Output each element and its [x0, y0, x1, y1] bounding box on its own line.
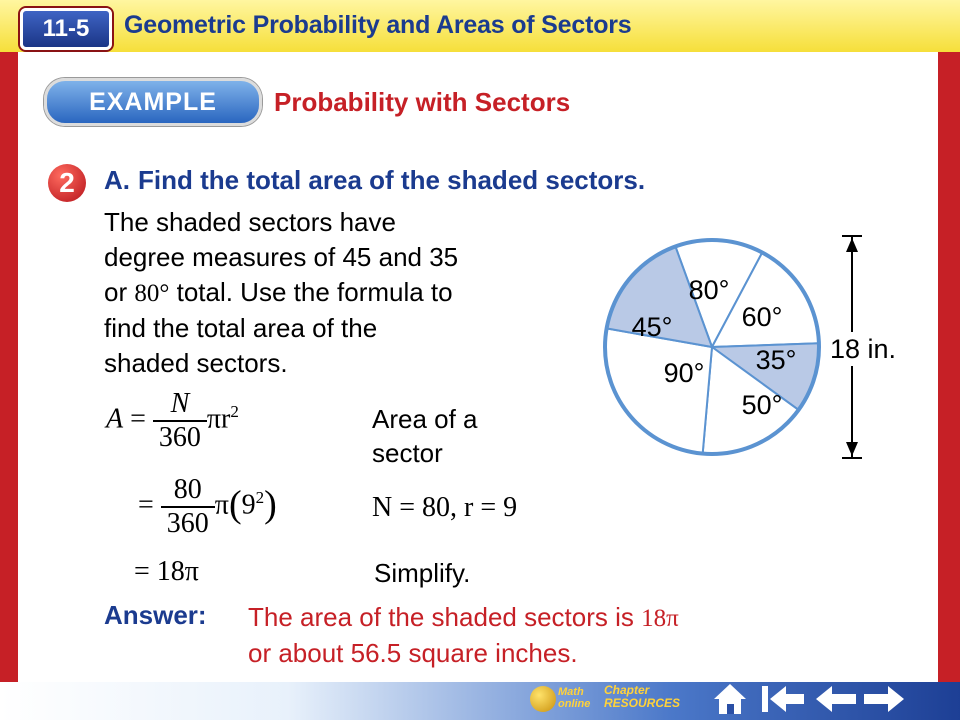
chapter-resources-label: Chapter RESOURCES [604, 683, 681, 710]
paren-close: ) [264, 483, 277, 526]
fraction-numerator: N [153, 388, 207, 422]
previous-slide-button[interactable] [814, 682, 858, 716]
home-icon [712, 682, 748, 716]
reason-line: Area of a [372, 404, 478, 434]
answer-value: 18π [641, 605, 679, 632]
fraction-numerator: 80 [161, 474, 215, 508]
right-frame-strip [932, 52, 960, 720]
equals-sign: = [138, 489, 154, 521]
explanation-fragment: total. Use the formula to [176, 277, 453, 307]
explanation-fragment: or [104, 277, 128, 307]
reason-simplify: Simplify. [374, 558, 471, 588]
sector-diagram [590, 222, 910, 472]
home-button[interactable] [712, 682, 748, 716]
explanation-line: shaded sectors. [104, 348, 288, 378]
fraction [161, 474, 215, 540]
arrow-right-icon [862, 682, 906, 716]
fraction [153, 388, 207, 454]
example-title: Probability with Sectors [274, 87, 571, 117]
question-text: Find the total area of the shaded sectors. [138, 165, 646, 195]
exponent: 2 [255, 488, 265, 508]
formula-step-2 [138, 474, 277, 540]
sector-angle-label: 45° [631, 312, 673, 343]
sector-angle-label: 50° [741, 390, 783, 421]
fraction-denominator: 360 [166, 508, 209, 539]
equals-sign: = [134, 556, 150, 587]
reason-area-of-sector [372, 402, 478, 470]
pie-chart [605, 240, 819, 454]
pi-r-term: πr [206, 403, 231, 435]
sector-angle-label: 90° [663, 358, 705, 389]
explanation-text [104, 205, 554, 381]
question-letter: A. [104, 165, 130, 195]
answer-fragment: The area of the shaded sectors is [248, 602, 634, 632]
answer-line: or about 56.5 square inches. [248, 638, 578, 668]
left-frame-strip [0, 52, 33, 720]
formula-step-1 [106, 388, 239, 454]
diameter-label: 18 in. [830, 334, 897, 364]
sector-angle-label: 35° [755, 345, 797, 376]
lesson-number-badge: 11-5 [20, 8, 112, 50]
diameter-dimension [826, 236, 910, 458]
answer-text [248, 600, 679, 671]
arrow-left-icon [814, 682, 858, 716]
pi-symbol: π [214, 489, 229, 521]
equals-sign: = [130, 403, 146, 435]
question [104, 165, 645, 196]
skip-back-icon [760, 682, 806, 716]
example-number-badge: 2 [48, 164, 86, 202]
sector-angle-label: 80° [688, 275, 730, 306]
sector [605, 328, 712, 453]
angle-total: 80° [134, 280, 170, 307]
globe-icon [530, 686, 556, 712]
first-slide-button[interactable] [760, 682, 806, 716]
answer-line [248, 600, 679, 636]
formula-lhs: A [106, 403, 124, 435]
reason-line: sector [372, 438, 443, 468]
formula-result: 18π [156, 556, 199, 587]
formula-step-3 [134, 556, 199, 588]
math-online-button[interactable] [530, 684, 592, 714]
explanation-line: degree measures of 45 and 35 [104, 242, 459, 272]
example-badge: EXAMPLE [44, 78, 262, 126]
reason-substitution: N = 80, r = 9 [372, 492, 518, 523]
radius-value: 9 [241, 489, 256, 521]
fraction-denominator: 360 [158, 422, 201, 453]
math-online-label: Math online [558, 686, 591, 710]
lesson-title: Geometric Probability and Areas of Sectors [124, 11, 632, 39]
explanation-line: find the total area of the [104, 313, 378, 343]
exponent: 2 [230, 402, 239, 422]
next-slide-button[interactable] [862, 682, 906, 716]
answer-label: Answer: [104, 600, 207, 630]
paren-open: ( [228, 483, 242, 526]
sector-angle-label: 60° [741, 302, 783, 333]
explanation-line [104, 275, 554, 311]
chapter-resources-button[interactable] [604, 684, 684, 714]
explanation-line: The shaded sectors have [104, 207, 396, 237]
